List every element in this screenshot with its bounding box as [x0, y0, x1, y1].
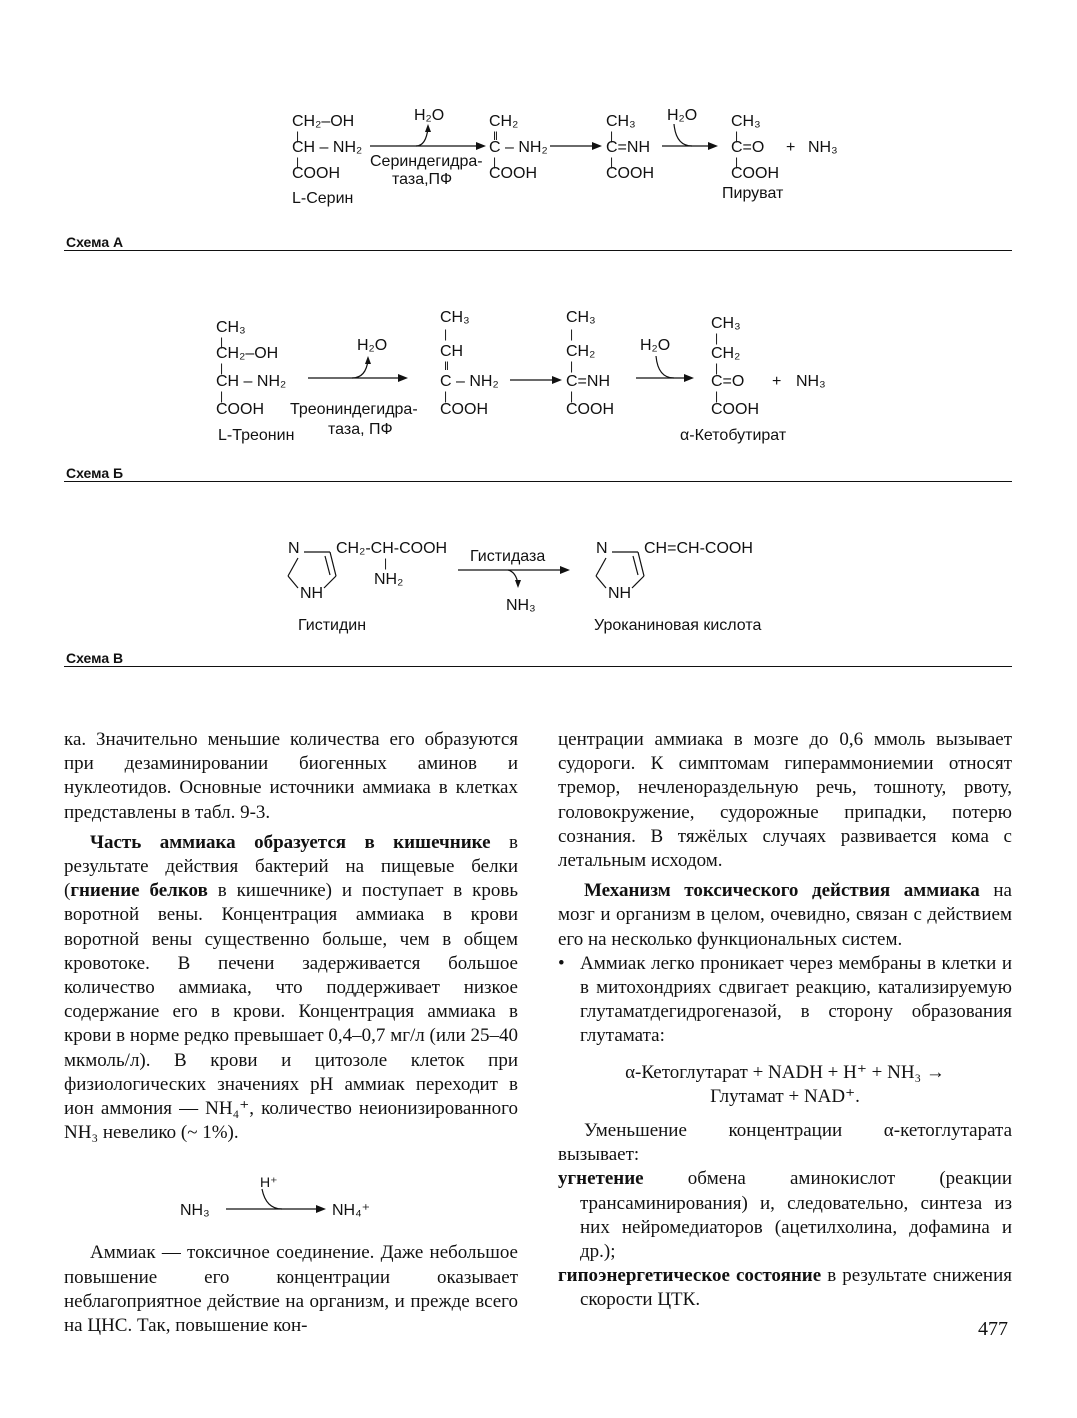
- threonine-line-4: COOH: [216, 401, 264, 418]
- left-column: [64, 728, 518, 1338]
- left-paragraph-2: Часть аммиака образуется в кишечнике в результате действия бактерий на пищевые белки (гниение белков в кишечнике) и поступает в кровь воротной вены. Концентрация аммиака в крови воротной вены существенно больше, чем в общем кровотоке. В печени задерживается большое количество аммиака, что поддерживает низкое содержание его в крови. Концентрация аммиака в крови в норме редко превышает 0,4–0,7 мг/л (или 25–40 мкмоль/л). В крови и цитозоле клеток при физиологических значениях pH аммиак переходит в ион аммония — NH₄⁺, количество неионизированного NH₃ невелико (~ 1%).: [64, 831, 518, 1144]
- ketobutyrate-line-2: CH₂: [711, 345, 741, 362]
- bold-term-mechanism: Механизм токсического действия аммиака: [584, 880, 980, 902]
- water-label-1: H₂O: [414, 107, 445, 124]
- iminopropionate-line-1: CH₃: [606, 113, 636, 130]
- enzyme-threonine-1: Треониндегидра-: [290, 401, 418, 418]
- bold-term-hypoenergetic: гипоэнергетическое состояние: [558, 1265, 822, 1287]
- left-paragraph-3: Аммиак — токсичное соединение. Даже небольшое повышение его концентрации оказывает неблагоприятное действие на организм, и прежде всего на ЦНС. Так, повышение кон-: [64, 1242, 518, 1337]
- left-paragraph-1: ка. Значительно меньшие количества его образуются при дезаминировании биогенных аминов и нуклеотидов. Основные источники аммиака в клетках представлены в табл. 9-3.: [64, 729, 518, 823]
- scheme-a-caption: Схема А: [66, 234, 124, 250]
- urocanate-ring-n: N: [596, 540, 608, 557]
- pyruvate-line-3: COOH: [731, 165, 779, 182]
- ammonia-label: NH₃: [808, 139, 838, 156]
- ketobutyrate-line-1: CH₃: [711, 315, 741, 332]
- aminoacrylate-line-1: CH₂: [489, 113, 519, 130]
- aminocrotonate-line-2: CH: [440, 343, 464, 360]
- reaction-arrow-7: [458, 564, 572, 590]
- scheme-b-caption: Схема Б: [66, 465, 124, 481]
- bold-term-intestine: Часть аммиака образуется в кишечнике: [90, 831, 491, 853]
- histidine-ring-nh: NH: [300, 585, 324, 602]
- enzyme-serine-1: Сериндегидра-: [370, 153, 483, 170]
- reaction-arrow-1: [368, 122, 488, 152]
- threonine-line-1: CH₃: [216, 319, 246, 336]
- serine-line-3: COOH: [292, 165, 340, 182]
- ammonium-equation: [64, 1145, 518, 1241]
- aminoacrylate-line-2: C – NH₂: [489, 139, 548, 156]
- right-paragraph-1: центрации аммиака в мозге до 0,6 ммоль вызывает судороги. К симптомам гипераммониемии относят тремор, нечленораздельную речь, тошноту, рвоту, головокружение, судорожные припадки, потерю сознания. В тяжёлых случаях развивается кома с летальным исходом.: [558, 729, 1012, 872]
- scheme-c-divider: [64, 666, 1012, 667]
- serine-line-2: CH – NH₂: [292, 139, 363, 156]
- enzyme-threonine-2: таза, ПФ: [328, 421, 393, 438]
- term-item-2: гипоэнергетическое состояние в результате снижения скорости ЦТК.: [558, 1265, 1013, 1311]
- enzyme-histidase: Гистидаза: [470, 548, 546, 565]
- aminocrotonate-line-4: COOH: [440, 401, 488, 418]
- pyruvate-line-1: CH₃: [731, 113, 761, 130]
- pyruvate-name: Пируват: [722, 185, 784, 202]
- iminopropionate-line-3: COOH: [606, 165, 654, 182]
- term-item-1: угнетение обмена аминокислот (реакции трансаминирования) и, следовательно, синтеза из них нейромедиаторов (ацетилхолина, дофамина и др.);: [558, 1168, 1012, 1263]
- released-ammonia: NH₃: [506, 597, 536, 614]
- water-label-3: H₂O: [357, 337, 388, 354]
- iminopropionate-line-2: C=NH: [606, 139, 651, 156]
- ketobutyrate-line-4: COOH: [711, 401, 759, 418]
- bold-term-inhibition: угнетение: [558, 1168, 644, 1190]
- eq-ammonia: NH₃: [180, 1202, 210, 1220]
- iminobutyrate-line-3: C=NH: [566, 373, 611, 390]
- ketobutyrate-name: α-Кетобутират: [680, 427, 787, 444]
- reaction-arrow-5: [510, 374, 562, 386]
- plus-sign-2: +: [772, 373, 782, 390]
- iminobutyrate-line-1: CH₃: [566, 309, 596, 326]
- right-paragraph-3: Уменьшение концентрации α-кетоглутарата вызывает:: [558, 1120, 1012, 1166]
- iminobutyrate-line-4: COOH: [566, 401, 614, 418]
- histidine-name: Гистидин: [298, 617, 367, 634]
- bullet-item-1: • Аммиак легко проникает через мембраны в клетки и в митохондриях сдвигает реакцию, катализируемую глутаматдегидрогеназой, в сторону образования глутамата:: [558, 952, 1012, 1049]
- ammonia-label-2: NH₃: [796, 373, 826, 390]
- water-label-2: H₂O: [667, 107, 698, 124]
- urocanate-name: Уроканиновая кислота: [594, 617, 762, 634]
- pyruvate-line-2: C=O: [731, 139, 765, 156]
- right-column: [558, 728, 1012, 1313]
- eq-ammonium: NH₄⁺: [332, 1202, 371, 1220]
- scheme-b-divider: [64, 481, 1012, 482]
- serine-name: L-Серин: [292, 190, 354, 207]
- enzyme-serine-2: таза,ПФ: [392, 171, 453, 188]
- scheme-c-caption: Схема В: [66, 650, 124, 666]
- water-label-4: H₂O: [640, 337, 671, 354]
- histidine-ring-n: N: [288, 540, 300, 557]
- eq-arrow: [226, 1189, 328, 1215]
- bold-term-putrefaction: гниение белков: [70, 880, 208, 902]
- reaction-arrow-2: [550, 140, 602, 152]
- equation-line-1: α-Кетоглутарат + NADH + H⁺ + NH₃ →: [625, 1061, 945, 1083]
- plus-sign: +: [786, 139, 796, 156]
- aminocrotonate-line-3: C – NH₂: [440, 373, 499, 390]
- threonine-line-3: CH – NH₂: [216, 373, 287, 390]
- reaction-arrow-3: [662, 124, 720, 150]
- histidine-side-chain: CH₂-CH-COOH: [336, 540, 448, 557]
- equation-line-2: Глутамат + NAD⁺.: [710, 1085, 860, 1107]
- reaction-arrow-6: [636, 356, 696, 382]
- iminobutyrate-line-2: CH₂: [566, 343, 596, 360]
- ketobutyrate-line-3: C=O: [711, 373, 745, 390]
- histidine-amino-group: NH₂: [374, 571, 404, 588]
- urocanate-side-chain: CH=CH-COOH: [644, 540, 753, 557]
- scheme-a-divider: [64, 250, 1012, 251]
- right-paragraph-2: Механизм токсического действия аммиака на мозг и организм в целом, очевидно, связан с действием его на несколько функциональных систем.: [558, 880, 1012, 950]
- serine-line-1: CH₂–OH: [292, 113, 355, 130]
- threonine-line-2: CH₂–OH: [216, 345, 279, 362]
- aminoacrylate-line-3: COOH: [489, 165, 537, 182]
- glutamate-equation: [558, 1061, 1012, 1109]
- urocanate-ring-nh: NH: [608, 585, 632, 602]
- reaction-arrow-4: [306, 354, 410, 384]
- threonine-name: L-Треонин: [218, 427, 295, 444]
- page-number: 477: [978, 1318, 1008, 1340]
- aminocrotonate-line-1: CH₃: [440, 309, 470, 326]
- eq-proton: H⁺: [260, 1174, 278, 1191]
